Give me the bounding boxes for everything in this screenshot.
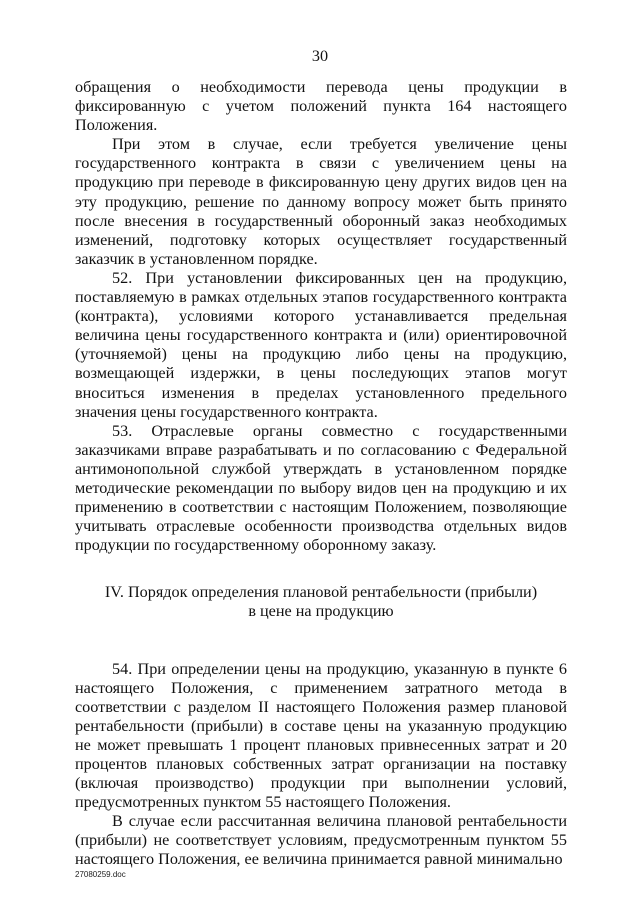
- section-heading-line-2: в цене на продукцию: [248, 602, 394, 621]
- section-heading-line-1: IV. Порядок определения плановой рентабельности (прибыли): [104, 583, 538, 602]
- paragraph: В случае если рассчитанная величина плановой рентабельности (прибыли) не соответствует условиям, предусмотренным пунктом 55 настоящего Положения, ее величина принимается равной минимально: [75, 812, 567, 869]
- document-file-id: 27080259.doc: [75, 870, 126, 879]
- section-heading: [75, 583, 567, 621]
- paragraph-item-52: 52. При установлении фиксированных цен на продукцию, поставляемую в рамках отдельных этапов государственного контракта (контракта), условиями которого устанавливается предельная величина цены государственного контракта и (или) ориентировочной (уточняемой) цены на продукцию либо цены на продукцию, возмещающей издержки, в цены последующих этапов могут вноситься изменения в пределах установленного предельного значения цены государственного контракта.: [75, 268, 567, 421]
- page-number: 30: [311, 47, 329, 65]
- paragraph-continuation: обращения о необходимости перевода цены продукции в фиксированную с учетом положений пункта 164 настоящего Положения.: [75, 78, 567, 135]
- paragraph-item-54: 54. При определении цены на продукцию, указанную в пункте 6 настоящего Положения, с применением затратного метода в соответствии с разделом II настоящего Положения размер плановой рентабельности (прибыли) в составе цены на указанную продукцию не может превышать 1 процент плановых привнесенных затрат и 20 процентов плановых собственных затрат организации на поставку (включая производство) продукции при выполнении условий, предусмотренных пунктом 55 настоящего Положения.: [75, 659, 567, 812]
- paragraph-item-53: 53. Отраслевые органы совместно с государственными заказчиками вправе разрабатывать и по согласованию с Федеральной антимонопольной службой утверждать в установленном порядке методические рекомендации по выбору видов цен на продукцию и их применению в соответствии с настоящим Положением, позволяющие учитывать отраслевые особенности производства отдельных видов продукции по государственному оборонному заказу.: [75, 421, 567, 555]
- paragraph: При этом в случае, если требуется увеличение цены государственного контракта в связи с увеличением цены на продукцию при переводе в фиксированную цену других видов цен на эту продукцию, решение по данному вопросу может быть принято после внесения в государственный оборонный заказ необходимых изменений, подготовку которых осуществляет государственный заказчик в установленном порядке.: [75, 135, 567, 268]
- document-body: [75, 78, 567, 870]
